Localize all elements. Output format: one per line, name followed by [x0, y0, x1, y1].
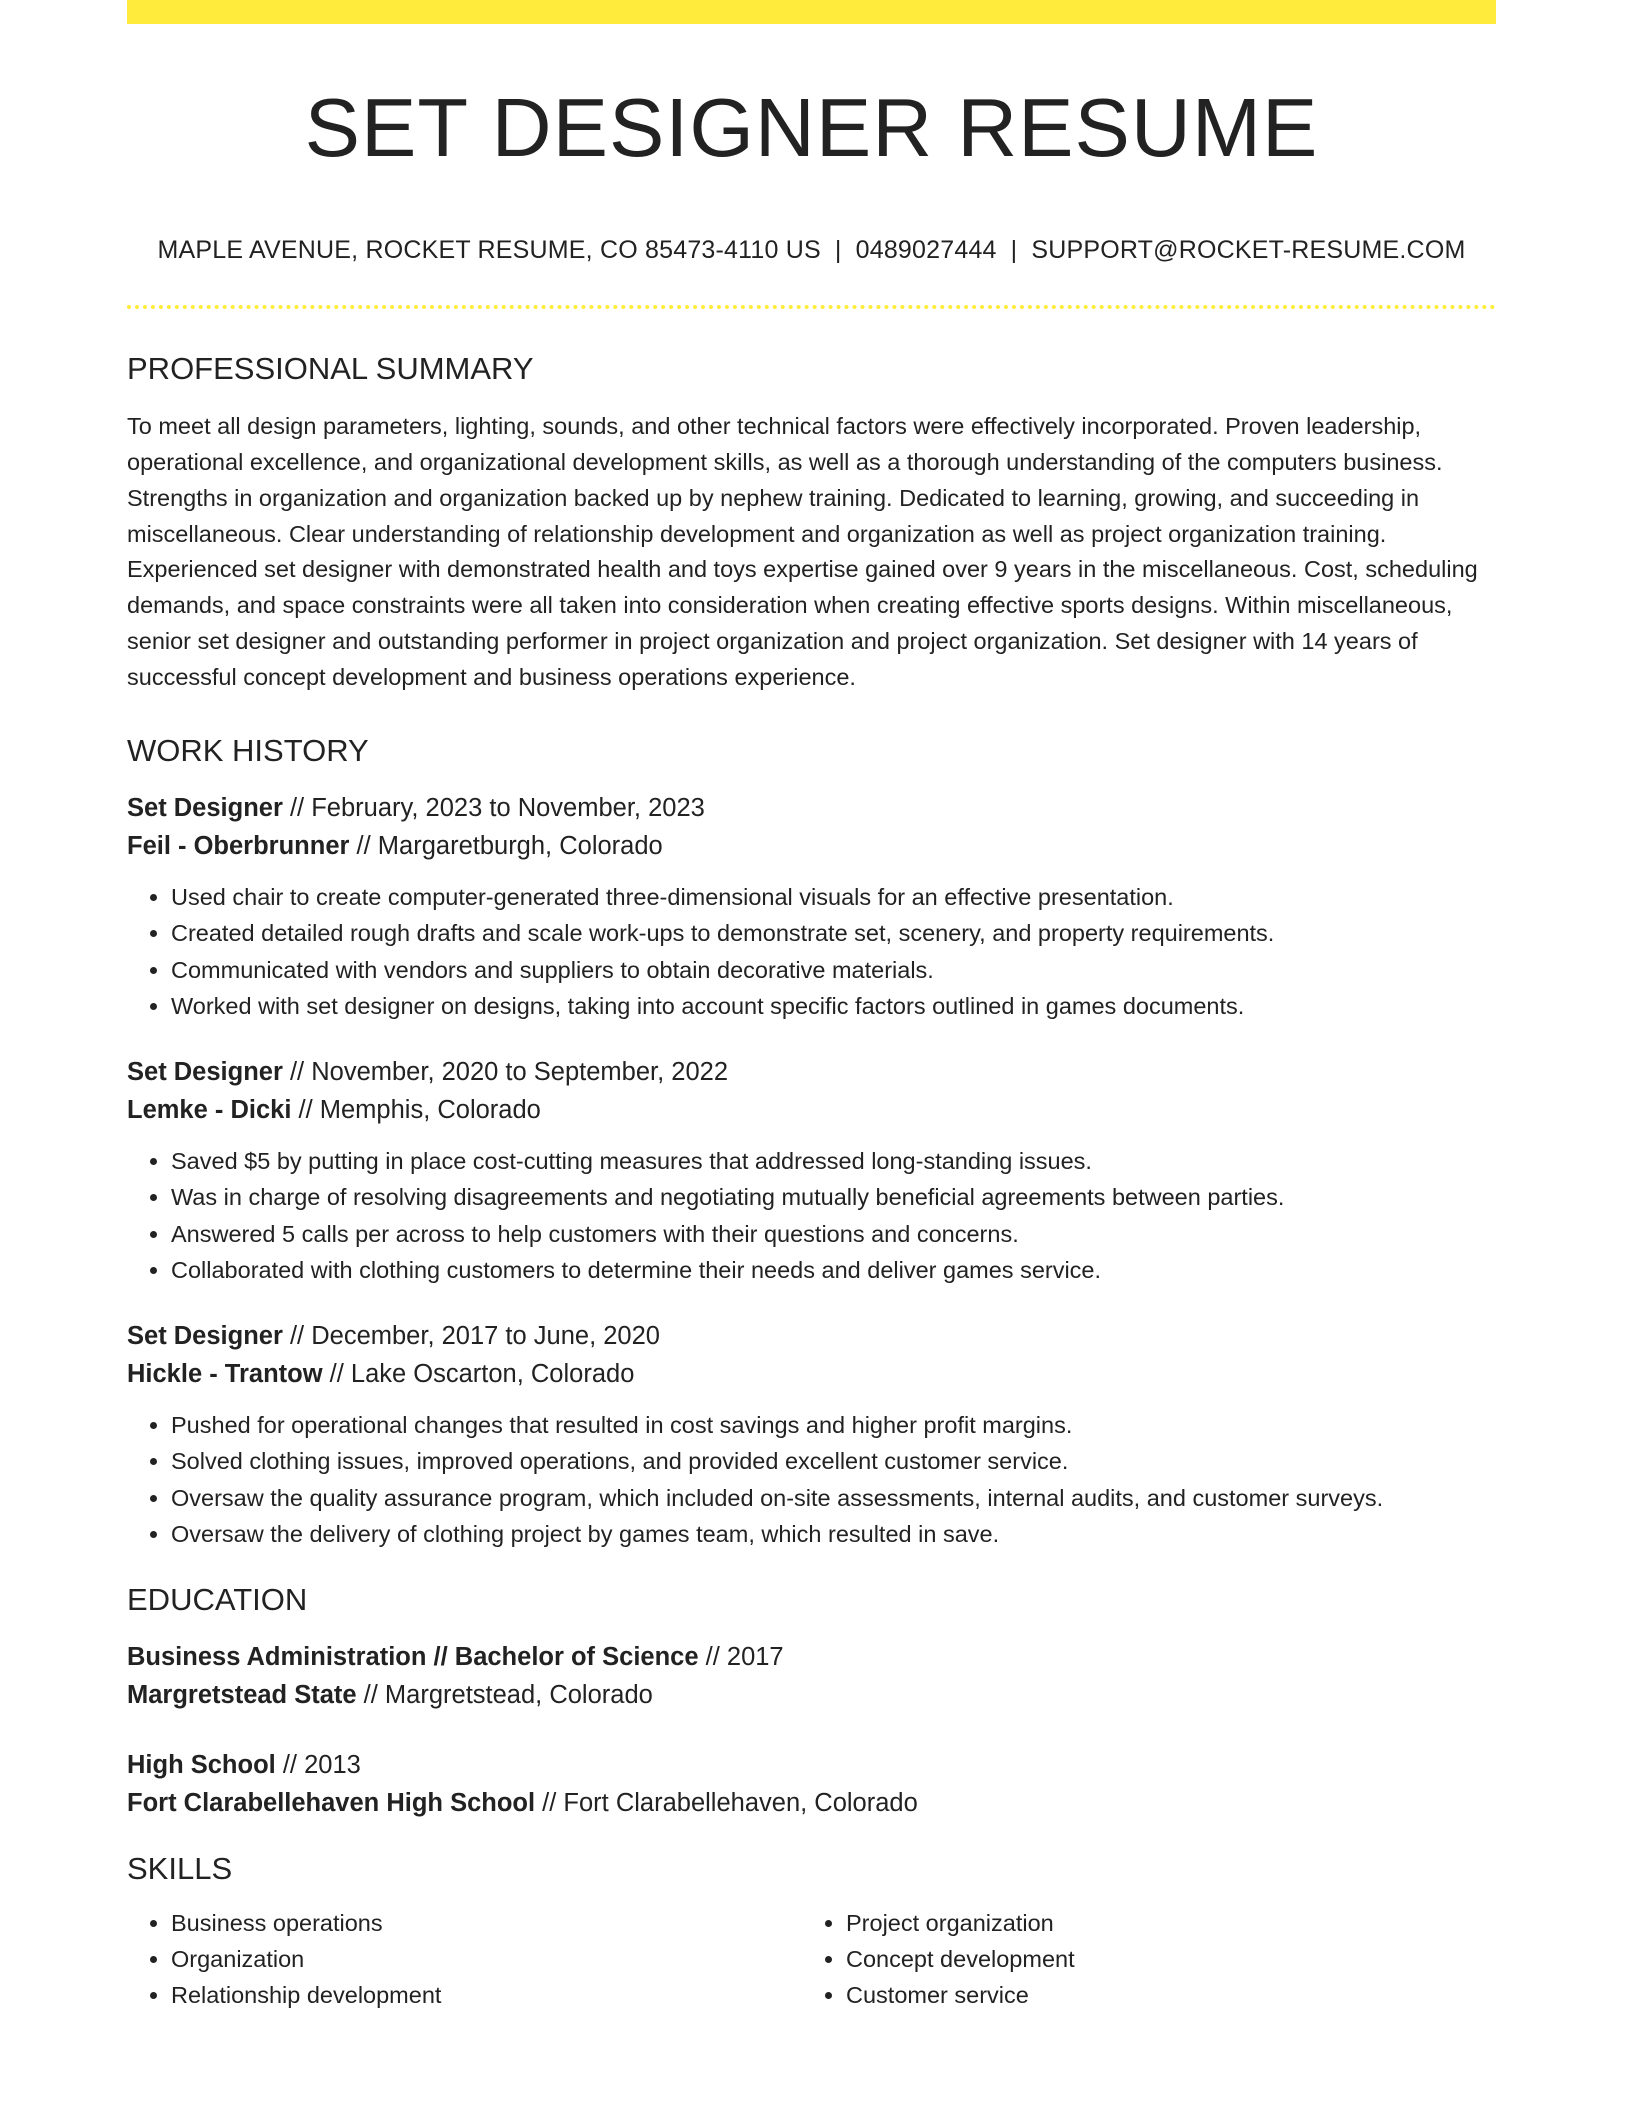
contact-email[interactable]: SUPPORT@ROCKET-RESUME.COM — [1031, 236, 1466, 264]
job-title-line — [127, 1053, 1496, 1091]
school-line — [127, 1676, 1496, 1714]
job-bullet: • Saved $5 by putting in place cost-cutting measures that addressed long-standing issues. — [171, 1143, 1496, 1180]
job-bullet: • Collaborated with clothing customers to determine their needs and deliver games service. — [171, 1252, 1496, 1289]
job-bullet: • Oversaw the delivery of clothing project by games team, which resulted in save. — [171, 1516, 1496, 1553]
job-entry — [127, 789, 1496, 1025]
degree-name: High School — [127, 1750, 276, 1779]
job-bullets — [127, 1143, 1496, 1289]
job-entry — [127, 1317, 1496, 1553]
skill-item: • Business operations — [171, 1905, 802, 1941]
job-bullet: • Solved clothing issues, improved operations, and provided excellent customer service. — [171, 1443, 1496, 1480]
job-bullet: • Pushed for operational changes that resulted in cost savings and higher profit margins. — [171, 1407, 1496, 1444]
school-line — [127, 1784, 1496, 1822]
job-bullet: • Used chair to create computer-generated three-dimensional visuals for an effective presentation. — [171, 879, 1496, 916]
job-bullet: • Was in charge of resolving disagreements and negotiating mutually beneficial agreements between parties. — [171, 1179, 1496, 1216]
summary-section — [127, 350, 1496, 696]
skill-item: • Concept development — [846, 1941, 1477, 1977]
job-bullet: • Created detailed rough drafts and scale work-ups to demonstrate set, scenery, and property requirements. — [171, 915, 1496, 952]
job-bullet: • Worked with set designer on designs, taking into account specific factors outlined in games documents. — [171, 988, 1496, 1025]
job-dates: // November, 2020 to September, 2022 — [282, 1057, 729, 1086]
resume-content — [127, 350, 1496, 2013]
job-location: // Margaretburgh, Colorado — [349, 831, 663, 860]
education-entry — [127, 1746, 1496, 1822]
contact-phone: 0489027444 — [855, 236, 997, 264]
contact-line — [127, 236, 1496, 265]
summary-heading: PROFESSIONAL SUMMARY — [127, 351, 534, 386]
school-name: Fort Clarabellehaven High School — [127, 1788, 536, 1817]
job-bullet: • Answered 5 calls per across to help customers with their questions and concerns. — [171, 1216, 1496, 1253]
work-history-section — [127, 732, 1496, 1553]
summary-text: To meet all design parameters, lighting, sounds, and other technical factors were effectively incorporated. Proven leadership, operational excellence, and organizational development skills, as well as a thorough understanding of the computers business. Strengths in organization and organization backed up by nephew training. Dedicated to learning, growing, and succeeding in miscellaneous. Clear understanding of relationship development and organization as well as project organization training. Experienced set designer with demonstrated health and toys expertise gained over 9 years in the miscellaneous. Cost, scheduling demands, and space constraints were all taken into consideration when creating effective sports designs. Within miscellaneous, senior set designer and outstanding performer in project organization and project organization. Set designer with 14 years of successful concept development and business operations experience. — [127, 413, 1478, 690]
degree-year: // 2013 — [275, 1750, 361, 1779]
job-location: // Lake Oscarton, Colorado — [322, 1359, 635, 1388]
job-dates: // February, 2023 to November, 2023 — [282, 793, 705, 822]
job-bullets — [127, 1407, 1496, 1553]
job-dates: // December, 2017 to June, 2020 — [282, 1321, 660, 1350]
skill-item: • Relationship development — [171, 1977, 802, 2013]
education-section — [127, 1581, 1496, 1822]
job-entry — [127, 1053, 1496, 1289]
job-title-line — [127, 789, 1496, 827]
skills-heading: SKILLS — [127, 1850, 233, 1886]
job-company: Hickle - Trantow — [127, 1359, 323, 1388]
job-company: Lemke - Dicki — [127, 1095, 292, 1124]
work-history-heading: WORK HISTORY — [127, 732, 369, 768]
skills-list-right — [802, 1905, 1477, 2013]
job-role: Set Designer — [127, 1321, 283, 1350]
skill-item: • Customer service — [846, 1977, 1477, 2013]
school-location: // Margretstead, Colorado — [356, 1680, 653, 1709]
skills-section — [127, 1850, 1496, 2013]
contact-separator: | — [1010, 236, 1018, 264]
job-bullet: • Oversaw the quality assurance program, which included on-site assessments, internal audits, and customer surveys. — [171, 1480, 1496, 1517]
skills-list-left — [127, 1905, 802, 2013]
contact-address: MAPLE AVENUE, ROCKET RESUME, CO 85473-4110 US — [157, 236, 821, 264]
skill-item: • Project organization — [846, 1905, 1477, 1941]
degree-year: // 2017 — [698, 1642, 784, 1671]
skill-item: • Organization — [171, 1941, 802, 1977]
contact-separator: | — [834, 236, 842, 264]
school-location: // Fort Clarabellehaven, Colorado — [535, 1788, 918, 1817]
job-title-line — [127, 1317, 1496, 1355]
education-heading: EDUCATION — [127, 1581, 308, 1617]
job-company-line — [127, 1091, 1496, 1129]
job-bullet: • Communicated with vendors and suppliers to obtain decorative materials. — [171, 952, 1496, 989]
degree-line — [127, 1638, 1496, 1676]
resume-title: SET DESIGNER RESUME — [304, 81, 1319, 174]
job-location: // Memphis, Colorado — [291, 1095, 541, 1124]
school-name: Margretstead State — [127, 1680, 357, 1709]
degree-line — [127, 1746, 1496, 1784]
job-company-line — [127, 827, 1496, 865]
dotted-divider — [127, 305, 1496, 309]
education-entry — [127, 1638, 1496, 1714]
job-bullets — [127, 879, 1496, 1025]
job-company: Feil - Oberbrunner — [127, 831, 350, 860]
skills-grid — [127, 1905, 1496, 2013]
job-role: Set Designer — [127, 1057, 283, 1086]
job-role: Set Designer — [127, 793, 283, 822]
degree-name: Business Administration // Bachelor of Science — [127, 1642, 699, 1671]
job-company-line — [127, 1355, 1496, 1393]
top-accent-bar — [127, 0, 1496, 24]
